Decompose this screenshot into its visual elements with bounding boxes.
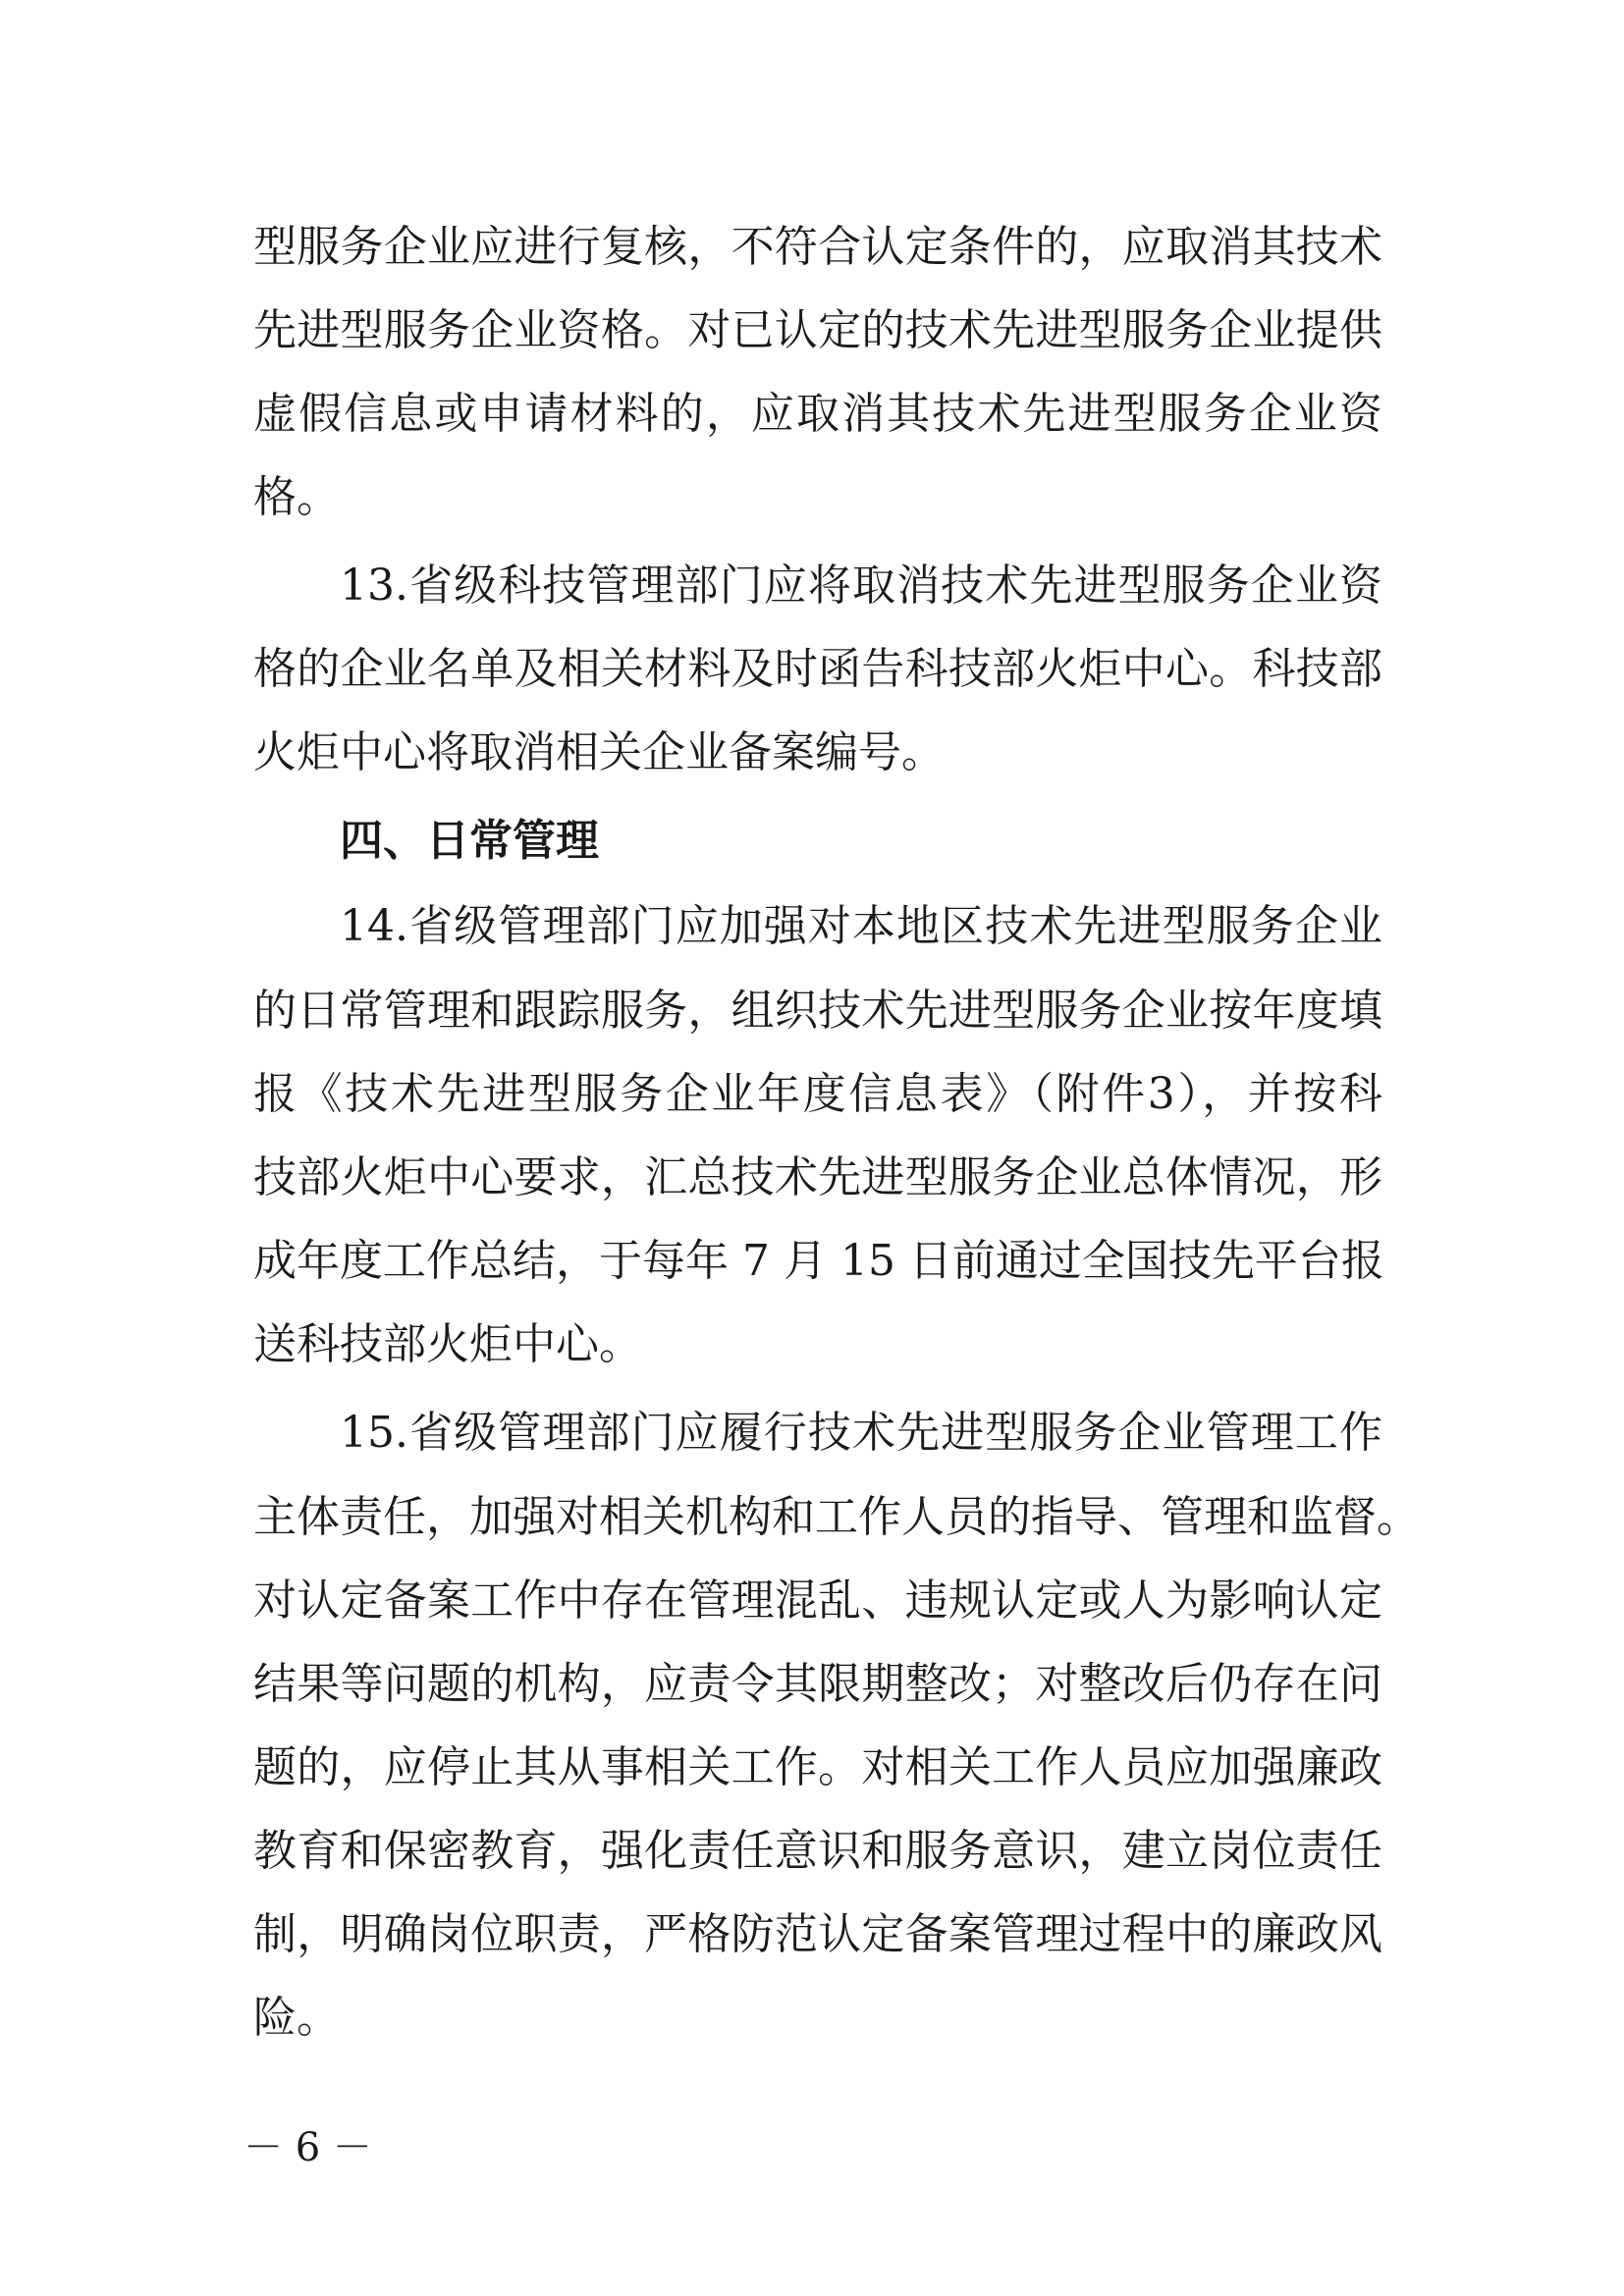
paragraph-14-line-5: 成年度工作总结，于每年 7 月 15 日前通过全国技先平台报	[253, 1236, 1384, 1286]
section-heading: 四、日常管理	[340, 816, 599, 866]
paragraph-14-line-1: 14.省级管理部门应加强对本地区技术先进型服务企业	[340, 901, 1382, 951]
paragraph-15-line-6: 教育和保密教育，强化责任意识和服务意识，建立岗位责任	[253, 1826, 1382, 1876]
paragraph-12-line-4: 格。	[253, 472, 340, 522]
paragraph-13-line-2: 格的企业名单及相关材料及时函告科技部火炬中心。科技部	[253, 644, 1382, 694]
page-number: － 6 －	[244, 2125, 372, 2170]
paragraph-14-line-2: 的日常管理和跟踪服务，组织技术先进型服务企业按年度填	[253, 986, 1382, 1036]
paragraph-12-line-3: 虚假信息或申请材料的，应取消其技术先进型服务企业资	[253, 389, 1382, 439]
paragraph-15-line-5: 题的，应停止其从事相关工作。对相关工作人员应加强廉政	[253, 1742, 1382, 1792]
paragraph-14-line-6: 送科技部火炬中心。	[253, 1319, 642, 1369]
paragraph-15-line-2: 主体责任，加强对相关机构和工作人员的指导、管理和监督。	[253, 1492, 1420, 1542]
paragraph-15-line-8: 险。	[253, 1993, 340, 2043]
paragraph-13-line-3: 火炬中心将取消相关企业备案编号。	[253, 727, 945, 777]
paragraph-12-line-2: 先进型服务企业资格。对已认定的技术先进型服务企业提供	[253, 305, 1382, 355]
paragraph-14-line-4: 技部火炬中心要求，汇总技术先进型服务企业总体情况，形	[253, 1152, 1382, 1202]
paragraph-14-line-3: 报《技术先进型服务企业年度信息表》（附件3），并按科	[253, 1069, 1382, 1119]
paragraph-12-line-1: 型服务企业应进行复核，不符合认定条件的，应取消其技术	[253, 222, 1382, 272]
paragraph-15-line-4: 结果等问题的机构，应责令其限期整改；对整改后仍存在问	[253, 1659, 1382, 1709]
paragraph-15-line-1: 15.省级管理部门应履行技术先进型服务企业管理工作	[340, 1408, 1382, 1458]
paragraph-15-line-3: 对认定备案工作中存在管理混乱、违规认定或人为影响认定	[253, 1575, 1382, 1626]
paragraph-15-line-7: 制，明确岗位职责，严格防范认定备案管理过程中的廉政风	[253, 1909, 1382, 1959]
paragraph-13-line-1: 13.省级科技管理部门应将取消技术先进型服务企业资	[340, 561, 1382, 611]
